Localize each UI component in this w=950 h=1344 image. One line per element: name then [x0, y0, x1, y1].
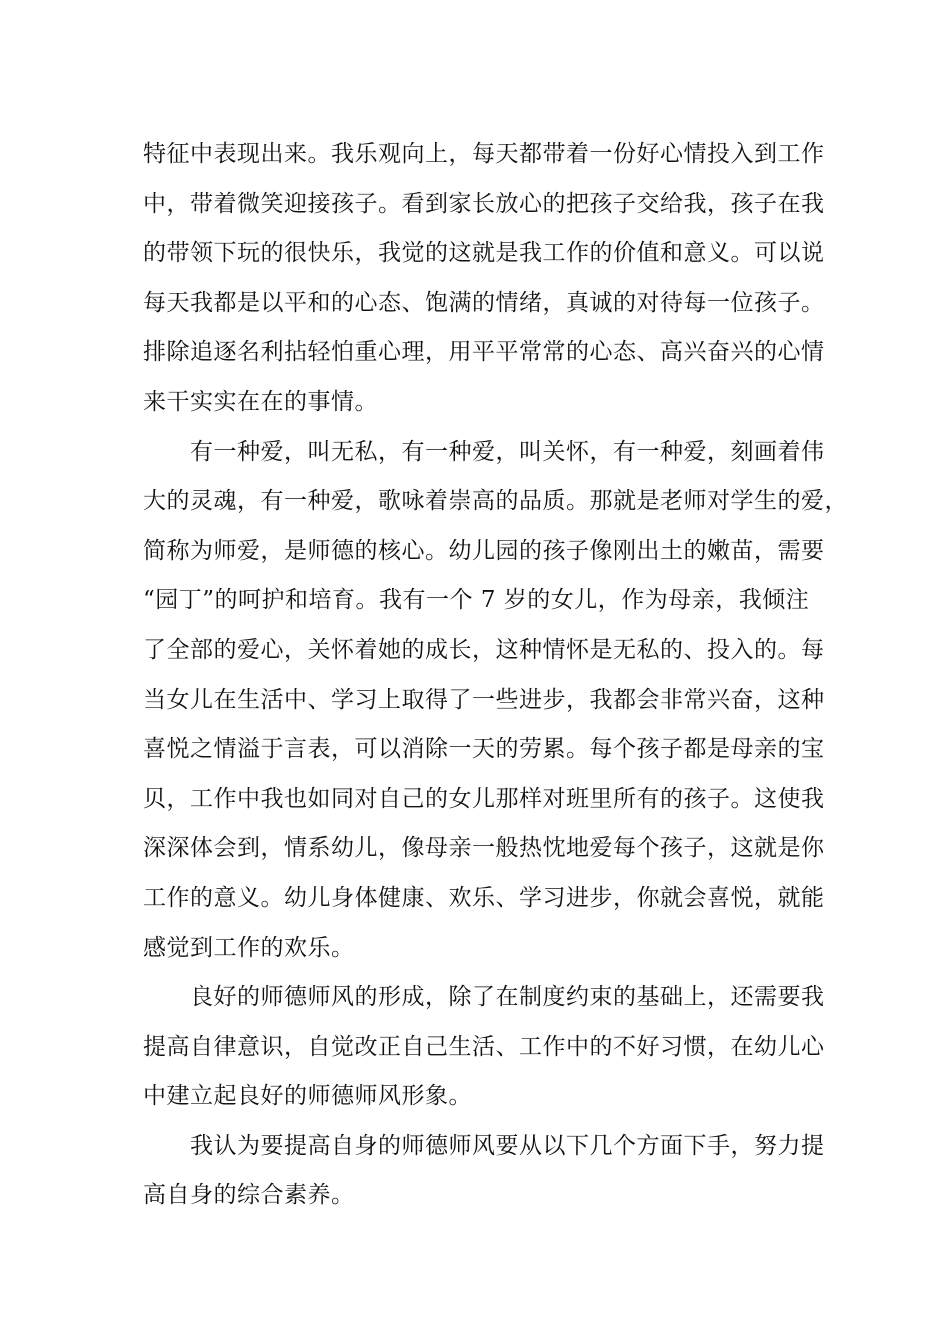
text-line: 当女儿在生活中、学习上取得了一些进步，我都会非常兴奋，这种	[143, 686, 825, 713]
text-line: 我认为要提高自身的师德师风要从以下几个方面下手，努力提	[190, 1132, 825, 1159]
text-line: 排除追逐名利拈轻怕重心理，用平平常常的心态、高兴奋兴的心情	[143, 339, 825, 366]
text-line: 深深体会到，情系幼儿，像母亲一般热忱地爱每个孩子，这就是你	[143, 835, 825, 862]
text-line: “园丁”的呵护和培育。我有一个 7 岁的女儿，作为母亲，我倾注	[143, 587, 810, 614]
paragraph-1	[143, 130, 833, 428]
text-line: 了全部的爱心，关怀着她的成长，这种情怀是无私的、投入的。每	[143, 636, 825, 663]
text-line: 中，带着微笑迎接孩子。看到家长放心的把孩子交给我，孩子在我	[143, 190, 825, 217]
text-line: 工作的意义。幼儿身体健康、欢乐、学习进步，你就会喜悦，就能	[143, 884, 825, 911]
text-line: 来干实实在在的事情。	[143, 388, 378, 415]
text-line: 每天我都是以平和的心态、饱满的情绪，真诚的对待每一位孩子。	[143, 289, 825, 316]
body-text	[143, 130, 848, 1221]
text-line: 感觉到工作的欢乐。	[143, 934, 355, 961]
paragraph-3	[143, 973, 833, 1122]
text-line: 贝，工作中我也如同对自己的女儿那样对班里所有的孩子。这使我	[143, 785, 825, 812]
paragraph-2	[143, 428, 848, 974]
text-line: 中建立起良好的师德师风形象。	[143, 1083, 472, 1110]
text-line: 有一种爱，叫无私，有一种爱，叫关怀，有一种爱，刻画着伟	[190, 438, 825, 465]
text-line: 简称为师爱，是师德的核心。幼儿园的孩子像刚出土的嫩苗，需要	[143, 537, 825, 564]
paragraph-4	[143, 1122, 833, 1221]
text-line: 提高自律意识，自觉改正自己生活、工作中的不好习惯，在幼儿心	[143, 1033, 825, 1060]
text-line: 特征中表现出来。我乐观向上，每天都带着一份好心情投入到工作	[143, 141, 825, 167]
text-line: 喜悦之情溢于言表，可以消除一天的劳累。每个孩子都是母亲的宝	[143, 736, 825, 763]
text-line: 大的灵魂，有一种爱，歌咏着崇高的品质。那就是老师对学生的爱，	[143, 488, 848, 515]
text-line: 高自身的综合素养。	[143, 1182, 355, 1209]
text-line: 良好的师德师风的形成，除了在制度约束的基础上，还需要我	[190, 984, 825, 1011]
text-line: 的带领下玩的很快乐，我觉的这就是我工作的价值和意义。可以说	[143, 240, 825, 267]
